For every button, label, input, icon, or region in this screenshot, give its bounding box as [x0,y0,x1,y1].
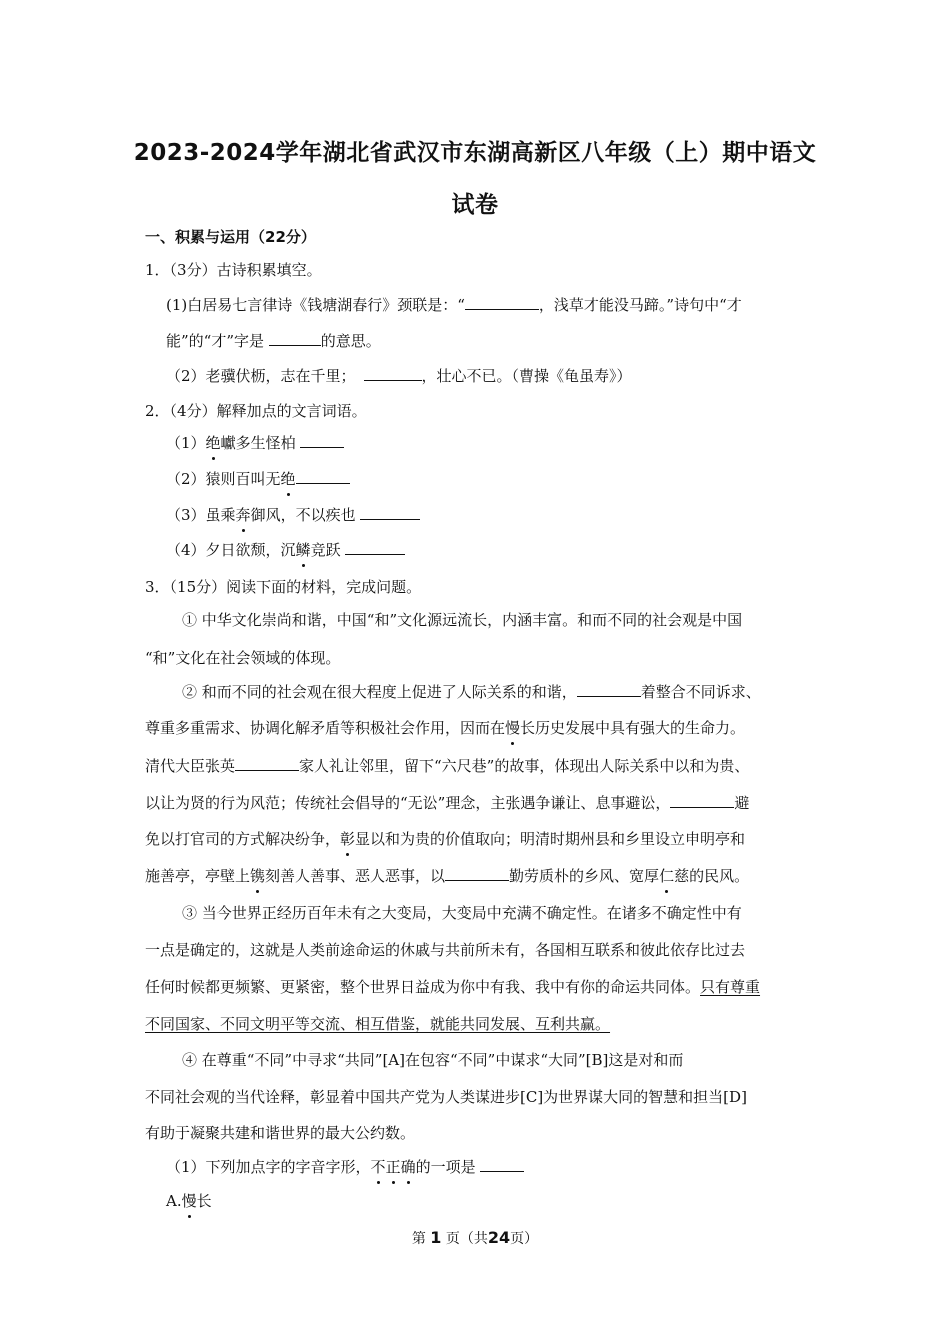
q1-p2-text-a: （2）老骥伏枥，志在千里； [166,367,356,385]
dotted-char: 绝 [280,470,296,488]
question-2-item2 [166,468,350,490]
answer-blank[interactable] [269,330,321,346]
answer-blank[interactable] [364,365,422,381]
answer-blank[interactable] [235,755,299,771]
q2-i4-post: 竞跃 [310,541,346,559]
dotted-char: 镌 [250,867,266,885]
sub1-text-a: （1）下列加点字的字音字形， [166,1158,371,1176]
question-2-item4 [166,539,405,561]
q1-p1-text-d: 的意思。 [320,332,381,350]
passage-para3-line3 [145,976,760,998]
answer-blank[interactable] [577,681,641,697]
q2-i1-post: 巘多生怪柏 [220,434,301,452]
question-1-stem: 1．（3分）古诗积累填空。 [145,261,322,279]
underlined-sentence: 不同国家、不同文明平等交流、相互借鉴，就能共同发展、互利共赢。 [145,1015,611,1033]
dotted-char: 绝 [205,434,221,452]
q1-p1-text-c: 能”的“才”字是 [166,332,269,350]
para2-l5-b: 显以和为贵的价值取向；明清时期州县和乡里设立申明亭和 [355,830,746,848]
passage-para3-line2: 一点是确定的，这就是人类前途命运的休戚与共前所未有，各国相互联系和彼此依存比过去 [145,941,746,959]
q2-i2-pre: （2）猿则百叫无 [166,470,281,488]
dotted-char: 不 [370,1158,386,1176]
para2-l3-b: 家人礼让邻里，留下“六尺巷”的故事，体现出人际关系中以和为贵、 [299,757,750,775]
footer-mid: 页（共 [445,1231,488,1247]
page-number: 1 [430,1228,442,1247]
passage-para4-line2: 不同社会观的当代诠释，彰显着中国共产党为人类谋进步[C]为世界谋大同的智慧和担当[D] [145,1088,747,1106]
passage-para2-line5 [145,828,745,850]
q1-p1-text-a: (1)白居易七言律诗《钱塘湖春行》颈联是：“ [166,296,465,314]
answer-blank[interactable] [300,432,344,448]
page-title-line2: 试卷 [451,192,499,218]
option-a-label: A. [166,1192,182,1210]
answer-blank[interactable] [296,468,350,484]
para2-l6-a: 施善亭，亭壁上 [145,867,251,885]
para2-l6-c: 勤劳质朴的乡风、宽厚 [509,867,660,885]
para2-l4-b: 避 [734,794,750,812]
page-total: 24 [487,1228,511,1247]
passage-para1-line2: “和”文化在社会领域的体现。 [145,649,341,667]
passage-para2-line3 [145,755,749,777]
para2-l2-a: 尊重多重需求、协调化解矛盾等积极社会作用，因而在 [145,719,506,737]
dotted-char: 确 [400,1158,416,1176]
page-title-line1: 2023-2024学年湖北省武汉市东湖高新区八年级（上）期中语文 [133,140,817,166]
passage-para2-line4 [145,792,749,814]
dotted-char: 彰 [340,830,356,848]
dotted-char: 奔 [235,506,251,524]
q1-p2-text-b: ，壮心不已。（曹操《龟虽寿》） [421,367,632,385]
para2-l4-a: 以让为贤的行为风范；传统社会倡导的“无讼”理念，主张遇争谦让、息事避讼， [145,794,671,812]
sub1-text-b: 的一项是 [415,1158,481,1176]
q2-i4-pre: （4）夕日欲颓，沉 [166,541,296,559]
passage-para2-line2 [145,717,745,739]
para2-l3-a: 清代大臣张英 [145,757,236,775]
footer-pre: 第 [411,1231,426,1247]
question-3-stem: 3．（15分）阅读下面的材料，完成问题。 [145,578,422,596]
question-1-part1-cont [166,330,381,352]
dotted-char: 鳞 [295,541,311,559]
question-1-part2 [166,365,632,387]
para2-l6-b: 刻善人善事、恶人恶事，以 [265,867,446,885]
passage-para3-line4 [145,1013,610,1035]
passage-para1-line1: ① 中华文化崇尚和谐，中国“和”文化源远流长，内涵丰富。和而不同的社会观是中国 [182,611,743,629]
q2-i3-post: 御风，不以疾也 [250,506,361,524]
underlined-sentence: 只有尊重 [700,978,761,996]
answer-blank[interactable] [345,539,405,555]
dotted-char: 仁 [659,867,675,885]
para2-l1-a: ② 和而不同的社会观在很大程度上促进了人际关系的和谐， [182,683,577,701]
para2-l5-a: 免以打官司的方式解决纷争， [145,830,341,848]
passage-para2-line1 [182,681,761,703]
para2-l1-b: 着整合不同诉求、 [640,683,761,701]
q2-i3-pre: （3）虽乘 [166,506,236,524]
para2-l6-d: 慈的民风。 [674,867,750,885]
question-2-item1 [166,432,344,454]
answer-blank[interactable] [360,504,420,520]
dotted-char: 慢 [505,719,521,737]
section-header: 一、积累与运用（22分） [145,228,316,246]
question-3-sub1 [166,1156,524,1178]
answer-blank[interactable] [480,1156,524,1172]
question-2-item3 [166,504,420,526]
passage-para2-line6 [145,865,749,887]
footer-post: 页） [510,1231,539,1247]
dotted-char: 慢 [181,1192,197,1210]
answer-blank[interactable] [465,294,539,310]
passage-para4-line1: ④ 在尊重“不同”中寻求“共同”[A]在包容“不同”中谋求“大同”[B]这是对和而 [182,1051,684,1069]
para2-l2-b: 长历史发展中具有强大的生命力。 [520,719,746,737]
answer-blank[interactable] [670,792,734,808]
answer-blank[interactable] [445,865,509,881]
question-2-stem: 2．（4分）解释加点的文言词语。 [145,402,367,420]
page-footer [0,1228,950,1248]
dotted-char: 正 [385,1158,401,1176]
passage-para3-line1: ③ 当今世界正经历百年未有之大变局，大变局中充满不确定性。在诸多不确定性中有 [182,904,742,922]
q1-p1-text-b: ，浅草才能没马蹄。”诗句中“才 [538,296,742,314]
passage-para4-line3: 有助于凝聚共建和谐世界的最大公约数。 [145,1124,416,1142]
q2-i1-pre: （1） [166,434,206,452]
question-1-part1 [166,294,742,316]
option-a-text: 长 [196,1192,212,1210]
option-a[interactable] [166,1190,212,1212]
para3-l3-a: 任何时候都更频繁、更紧密，整个世界日益成为你中有我、我中有你的命运共同体。 [145,978,701,996]
